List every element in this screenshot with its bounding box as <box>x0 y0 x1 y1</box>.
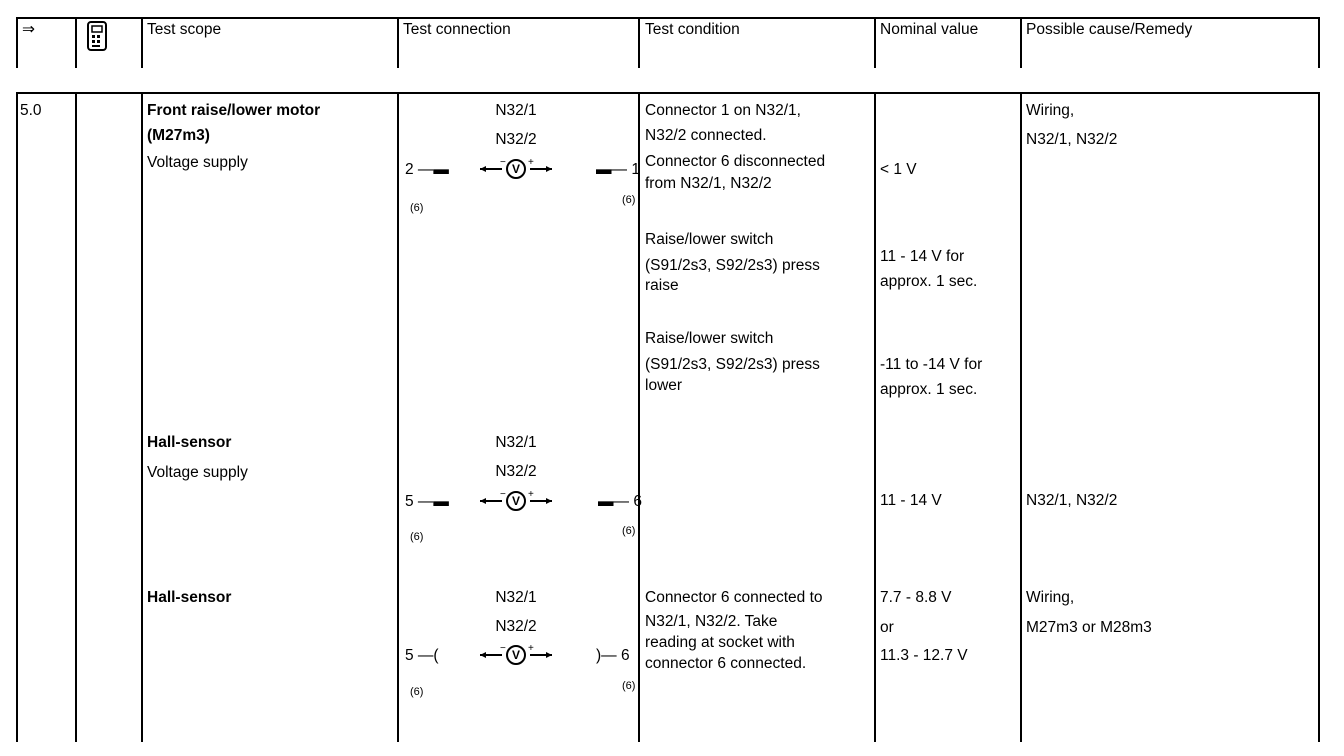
svg-text:V: V <box>511 494 521 508</box>
nominal-line: -11 to -14 V for <box>880 356 983 373</box>
conn-bottom: N32/2 <box>495 618 537 635</box>
socket-right: (6) <box>622 680 636 692</box>
voltmeter-icon <box>478 644 554 666</box>
col-line-3 <box>397 17 399 68</box>
pin-right: ▬— 6 <box>598 493 642 510</box>
condition-line: lower <box>645 377 683 394</box>
condition-line: N32/1, N32/2. Take <box>645 613 778 630</box>
voltmeter-icon <box>478 158 554 180</box>
pin-left: 2 —▬ <box>405 161 449 178</box>
nominal-line: approx. 1 sec. <box>880 273 978 290</box>
col-line-2 <box>141 17 143 68</box>
pin-left: 5 —( <box>405 647 439 664</box>
col-line-6 <box>1020 17 1022 68</box>
conn-top: N32/1 <box>495 434 537 451</box>
scope-title: Hall-sensor <box>147 434 232 451</box>
tester-icon <box>85 20 109 52</box>
header-nominal-value: Nominal value <box>880 21 979 38</box>
nominal-line: 11 - 14 V for <box>880 248 965 265</box>
scope-title: Front raise/lower motor <box>147 102 321 119</box>
svg-text:V: V <box>511 162 521 176</box>
condition-line: reading at socket with <box>645 634 795 651</box>
condition-line: from N32/1, N32/2 <box>645 175 772 192</box>
scope-code: (M27m3) <box>147 127 210 144</box>
condition-line: Connector 1 on N32/1, <box>645 102 801 119</box>
header-arrow: ⇒ <box>22 21 35 38</box>
scope-title: Hall-sensor <box>147 589 232 606</box>
nominal-line: 11.3 - 12.7 V <box>880 647 968 664</box>
socket-right: (6) <box>622 525 636 537</box>
nominal-line: or <box>880 619 894 636</box>
svg-text:+: + <box>528 644 534 654</box>
step-number: 5.0 <box>20 102 42 119</box>
svg-text:+: + <box>528 490 534 500</box>
condition-line: connector 6 connected. <box>645 655 807 672</box>
col-line-1 <box>75 17 77 68</box>
body-col-line-0 <box>16 92 18 742</box>
scope-sub: Voltage supply <box>147 464 248 481</box>
body-col-line-7 <box>1318 92 1320 742</box>
scope-sub: Voltage supply <box>147 154 248 171</box>
condition-line: (S91/2s3, S92/2s3) press <box>645 257 820 274</box>
conn-top: N32/1 <box>495 102 537 119</box>
svg-text:V: V <box>511 648 521 662</box>
remedy-line: Wiring, <box>1026 589 1075 606</box>
header-test-scope: Test scope <box>147 21 222 38</box>
svg-text:−: − <box>500 490 506 500</box>
condition-line: Raise/lower switch <box>645 231 774 248</box>
condition-line: Connector 6 connected to <box>645 589 823 606</box>
socket-right: (6) <box>622 194 636 206</box>
body-col-line-3 <box>397 92 399 742</box>
col-line-4 <box>638 17 640 68</box>
header-top-border <box>16 17 1320 19</box>
condition-line: N32/2 connected. <box>645 127 767 144</box>
condition-line: (S91/2s3, S92/2s3) press <box>645 356 820 373</box>
body-top-border <box>16 92 1320 94</box>
remedy-line: Wiring, <box>1026 102 1075 119</box>
svg-text:+: + <box>528 158 534 168</box>
body-col-line-1 <box>75 92 77 742</box>
voltmeter-icon <box>478 490 554 512</box>
pin-right: )— 6 <box>596 647 630 664</box>
socket-left: (6) <box>410 531 424 543</box>
nominal-value: 11 - 14 V <box>880 492 942 509</box>
body-col-line-5 <box>874 92 876 742</box>
header-possible-cause: Possible cause/Remedy <box>1026 21 1193 38</box>
pin-left: 5 —▬ <box>405 493 449 510</box>
remedy-line: M27m3 or M28m3 <box>1026 619 1152 636</box>
nominal-line: approx. 1 sec. <box>880 381 978 398</box>
svg-text:−: − <box>500 158 506 168</box>
conn-bottom: N32/2 <box>495 463 537 480</box>
svg-text:−: − <box>500 644 506 654</box>
nominal-line: 7.7 - 8.8 V <box>880 589 952 606</box>
conn-bottom: N32/2 <box>495 131 537 148</box>
socket-left: (6) <box>410 686 424 698</box>
remedy-line: N32/1, N32/2 <box>1026 131 1118 148</box>
condition-line: raise <box>645 277 679 294</box>
condition-line: Raise/lower switch <box>645 330 774 347</box>
header-test-condition: Test condition <box>645 21 740 38</box>
col-line-0 <box>16 17 18 68</box>
socket-left: (6) <box>410 202 424 214</box>
body-col-line-2 <box>141 92 143 742</box>
header-test-connection: Test connection <box>403 21 511 38</box>
remedy-value: N32/1, N32/2 <box>1026 492 1118 509</box>
pin-right: ▬— 1 <box>596 161 640 178</box>
body-col-line-4 <box>638 92 640 742</box>
col-line-7 <box>1318 17 1320 68</box>
body-col-line-6 <box>1020 92 1022 742</box>
condition-line: Connector 6 disconnected <box>645 153 826 170</box>
conn-top: N32/1 <box>495 589 537 606</box>
nominal-value: < 1 V <box>880 161 917 178</box>
col-line-5 <box>874 17 876 68</box>
